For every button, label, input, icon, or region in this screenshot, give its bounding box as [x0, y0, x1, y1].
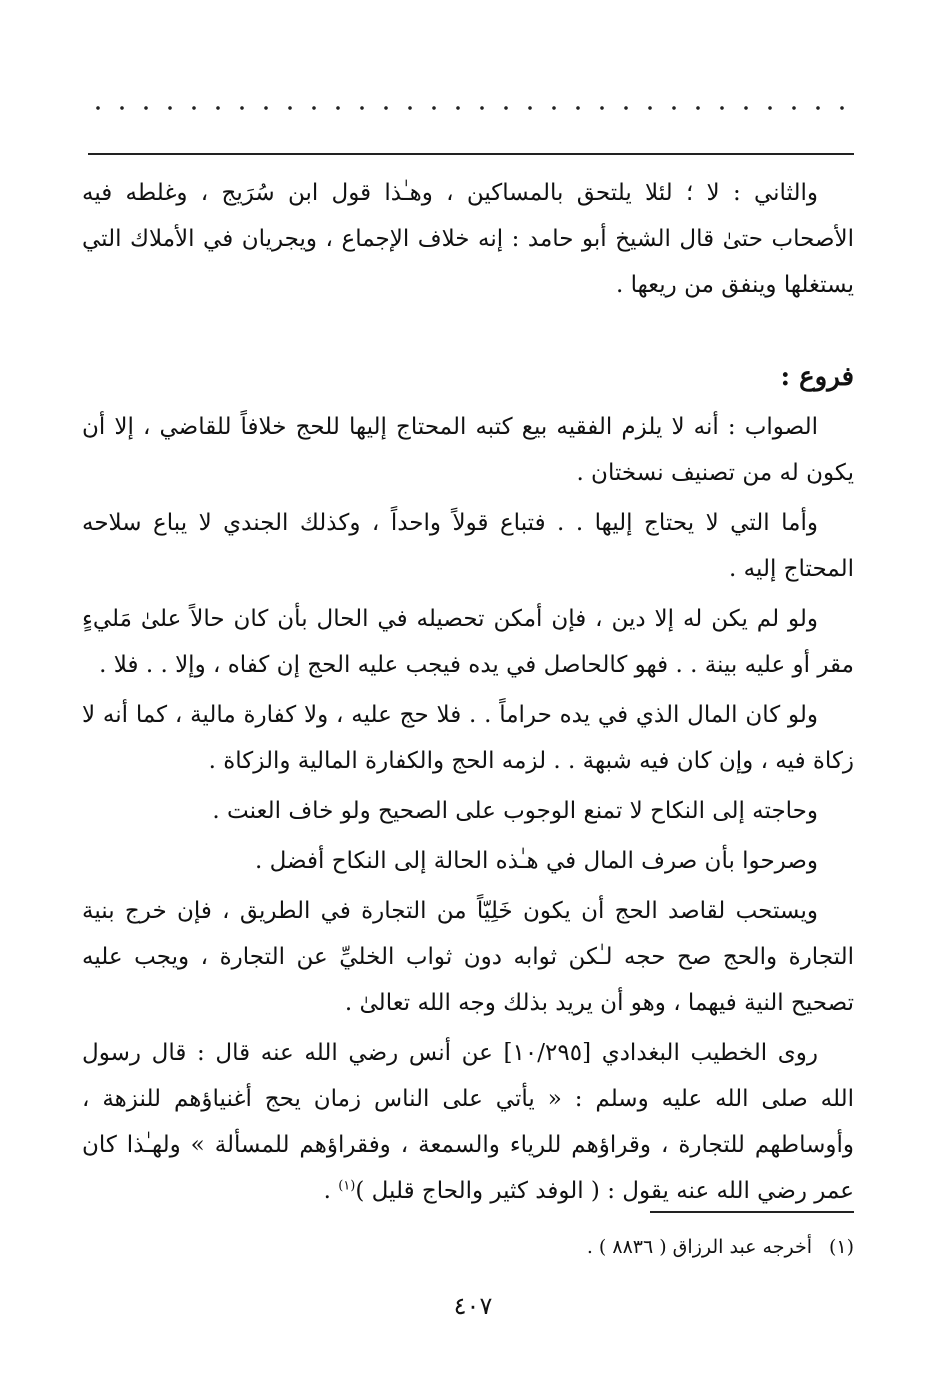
header-dotted-line	[88, 104, 854, 112]
paragraph: الصواب : أنه لا يلزم الفقيه بيع كتبه المحتاج إليها للحج خلافاً للقاضي ، إلا أن يكون له من تصنيف نسختان .	[82, 414, 854, 486]
paragraph: ويستحب لقاصد الحج أن يكون خَلِيّاً من التجارة في الطريق ، فإن خرج بنية التجارة والحج صح حجه لـٰكن ثوابه دون ثواب الخليِّ عن التجارة ، ويجب عليه تصحيح النية فيهما ، وهو أن يريد بذلك وجه الله تعالىٰ .	[82, 898, 854, 1016]
paragraph-with-footnote	[82, 1030, 854, 1214]
paragraph-ending: .	[323, 1178, 339, 1204]
page-number: ٤٠٧	[453, 1292, 493, 1320]
paragraph: وصرحوا بأن صرف المال في هـٰذه الحالة إلى النكاح أفضل .	[255, 848, 818, 874]
footnote-number: (١)	[828, 1236, 854, 1258]
paragraph-text: روى الخطيب البغدادي [١٠/٢٩٥] عن أنس رضي الله عنه قال : قال رسول الله صلى الله عليه وسلم : « يأتي على الناس زمان يحج أغنياؤهم للنزهة ، وأوساطهم للتجارة ، وقراؤهم للرياء والسمعة ، وفقراؤهم للمسألة » ولهـٰذا كان عمر رضي الله عنه يقول : ( الوفد كثير والحاج قليل )	[82, 1040, 854, 1204]
paragraph: ولو كان المال الذي في يده حراماً . . فلا حج عليه ، ولا كفارة مالية ، كما أنه لا زكاة فيه ، وإن كان فيه شبهة . . لزمه الحج والكفارة المالية والزكاة .	[82, 702, 854, 774]
paragraph: وأما التي لا يحتاج إليها . . فتباع قولاً واحداً ، وكذلك الجندي لا يباع سلاحه المحتاج إليه .	[82, 510, 854, 582]
section-heading: فروع :	[780, 362, 854, 392]
main-text	[82, 170, 854, 1218]
paragraph-continuation: والثاني : لا ؛ لئلا يلتحق بالمساكين ، وهـٰذا قول ابن سُرَيج ، وغلطه فيه الأصحاب حتىٰ قال الشيخ أبو حامد : إنه خلاف الإجماع ، ويجريان في الأملاك التي يستغلها وينفق من ريعها .	[82, 180, 854, 298]
paragraph: وحاجته إلى النكاح لا تمنع الوجوب على الصحيح ولو خاف العنت .	[212, 798, 818, 824]
paragraph: ولو لم يكن له إلا دين ، فإن أمكن تحصيله في الحال بأن كان حالاً علىٰ مَليءٍ مقر أو عليه بينة . . فهو كالحاصل في يده فيجب عليه الحج إن كفاه ، وإلا . . فلا .	[82, 606, 854, 678]
footnote	[154, 1232, 854, 1262]
footnote-rule	[650, 1211, 854, 1213]
header-rule	[88, 153, 854, 155]
footnote-text: أخرجه عبد الرزاق ( ٨٨٣٦ ) .	[586, 1236, 812, 1258]
footnote-marker[interactable]: (١)	[338, 1178, 356, 1194]
